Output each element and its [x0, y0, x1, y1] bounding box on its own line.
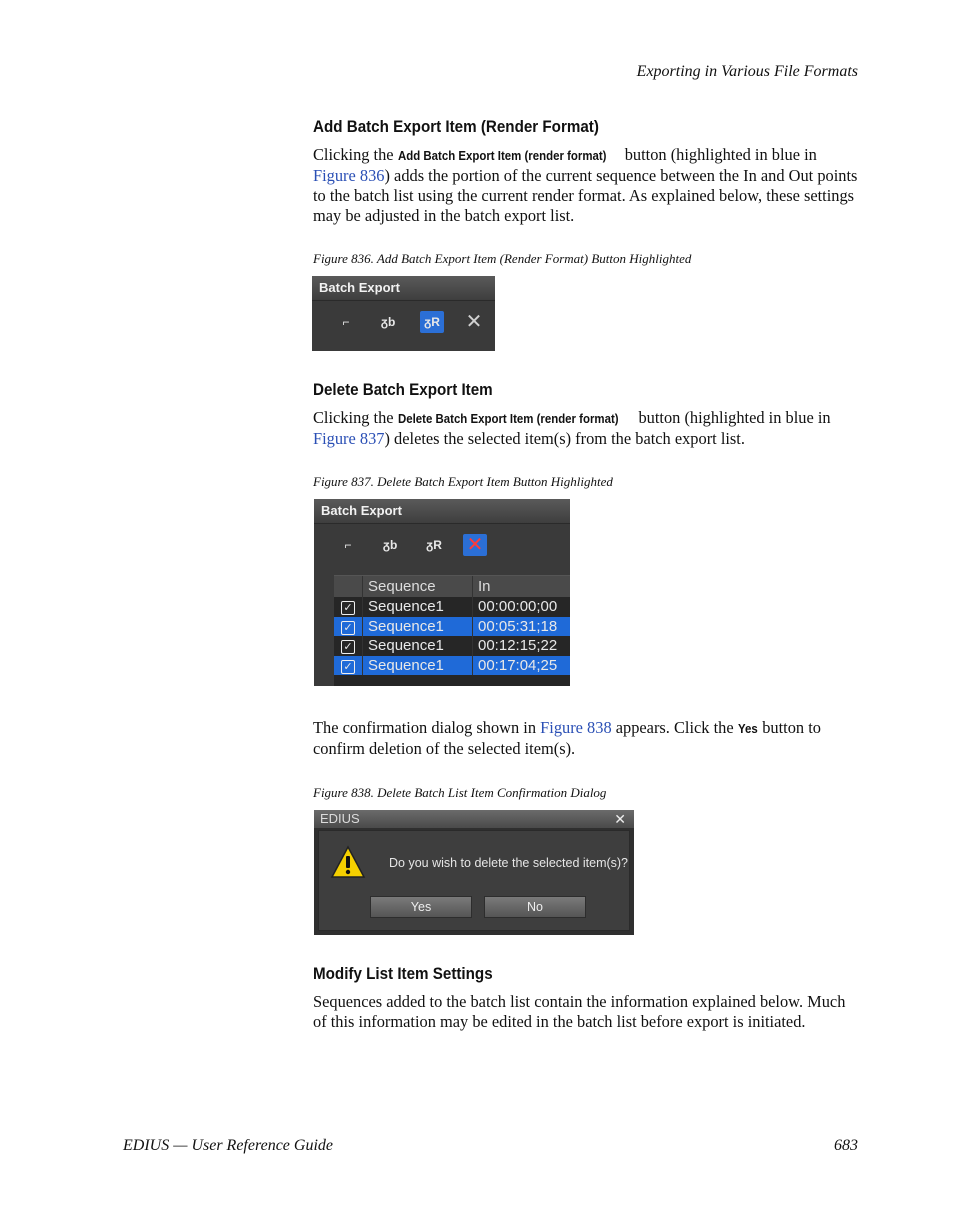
page-number: 683	[834, 1137, 858, 1154]
batch-export-toolbar	[314, 524, 570, 564]
checkbox-checked-icon[interactable]: ✓	[341, 660, 355, 674]
cell-sequence: Sequence1	[363, 656, 473, 676]
figure-836-caption: Figure 836. Add Batch Export Item (Render Format) Button Highlighted	[313, 251, 692, 266]
paragraph-delete-batch-export: Clicking the Delete Batch Export Item (render format) button (highlighted in blue in Figure 837) deletes the selected item(s) from the batch export list.	[313, 408, 831, 448]
figure-838-caption: Figure 838. Delete Batch List Item Confirmation Dialog	[313, 785, 607, 800]
panel-title: Batch Export	[314, 499, 570, 524]
ui-reference: Delete Batch Export Item (render format)	[397, 411, 619, 426]
cell-sequence: Sequence1	[363, 617, 473, 637]
add-item-icon[interactable]: ⌐	[342, 315, 350, 329]
yes-button[interactable]: Yes	[370, 896, 472, 918]
paragraph-modify-list-item: Sequences added to the batch list contain the information explained below. Much of this information may be edited in the batch list before export is initiated.	[313, 992, 846, 1031]
section-heading-add-batch-export-item: Add Batch Export Item (Render Format)	[313, 118, 599, 136]
dialog-title: EDIUS	[320, 811, 360, 826]
figure-838-link[interactable]: Figure 838	[540, 718, 612, 737]
table-row[interactable]	[334, 636, 570, 656]
figure-837-link[interactable]: Figure 837	[313, 429, 385, 448]
add-item-icon[interactable]: ⌐	[344, 538, 352, 552]
add-item-render-format-icon[interactable]: ᵹR	[420, 311, 444, 333]
warning-icon	[330, 845, 366, 879]
running-header: Exporting in Various File Formats	[636, 63, 858, 80]
cell-in: 00:12:15;22	[478, 637, 558, 654]
batch-export-list	[334, 575, 570, 686]
paragraph-add-batch-export: Clicking the Add Batch Export Item (render format) button (highlighted in blue in Figure 836) adds the portion of the current sequence between the In and Out points to the batch list using the current render format. As explained below, these settings may be adjusted in the batch export list.	[313, 145, 858, 225]
check-column-header	[334, 576, 363, 597]
dialog-title-bar	[314, 810, 634, 828]
ui-reference: Add Batch Export Item (render format)	[397, 148, 607, 163]
checkbox-checked-icon[interactable]: ✓	[341, 621, 355, 635]
section-heading-modify-list-item-settings: Modify List Item Settings	[313, 965, 493, 983]
section-heading-delete-batch-export-item: Delete Batch Export Item	[313, 381, 493, 399]
no-button[interactable]: No	[484, 896, 586, 918]
figure-836-batch-export-panel	[312, 276, 495, 351]
checkbox-checked-icon[interactable]: ✓	[341, 601, 355, 615]
footer-title: EDIUS — User Reference Guide	[123, 1137, 334, 1154]
figure-837-batch-export-panel	[314, 499, 570, 686]
dialog-body	[318, 830, 630, 931]
column-header-in[interactable]: In	[478, 578, 491, 595]
table-row[interactable]	[334, 617, 570, 637]
cell-in: 00:00:00;00	[478, 598, 558, 615]
cell-sequence: Sequence1	[363, 597, 473, 617]
add-item-default-icon[interactable]: ᵹb	[380, 315, 396, 329]
delete-item-icon[interactable]: ✕	[465, 311, 483, 333]
paragraph-confirmation-dialog: The confirmation dialog shown in Figure 838 appears. Click the Yes button to confirm deletion of the selected item(s).	[313, 718, 821, 758]
add-item-default-icon[interactable]: ᵹb	[382, 538, 398, 552]
cell-sequence: Sequence1	[363, 636, 473, 656]
panel-title: Batch Export	[312, 276, 495, 301]
cell-in: 00:17:04;25	[478, 656, 558, 674]
dialog-message: Do you wish to delete the selected item(s)?	[389, 856, 629, 870]
close-icon[interactable]: ✕	[614, 811, 626, 827]
delete-item-icon[interactable]: ✕	[463, 534, 487, 556]
batch-export-toolbar	[312, 301, 495, 341]
add-item-render-format-icon[interactable]: ᵹR	[426, 538, 442, 552]
table-row[interactable]	[334, 597, 570, 617]
figure-836-link[interactable]: Figure 836	[313, 166, 385, 185]
list-header	[334, 576, 570, 597]
column-header-sequence[interactable]: Sequence	[363, 576, 473, 597]
cell-in: 00:05:31;18	[478, 617, 558, 635]
figure-838-confirmation-dialog	[314, 810, 634, 935]
ui-reference: Yes	[737, 721, 758, 736]
table-row[interactable]	[334, 656, 570, 676]
figure-837-caption: Figure 837. Delete Batch Export Item Button Highlighted	[313, 474, 613, 489]
checkbox-checked-icon[interactable]: ✓	[341, 640, 355, 654]
